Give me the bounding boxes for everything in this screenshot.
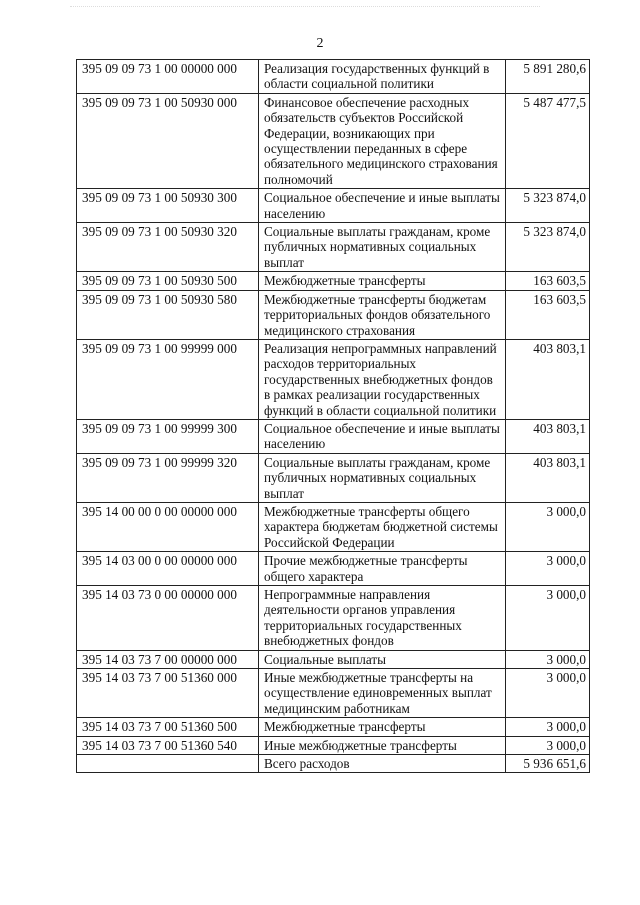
amount-cell: 3 000,0 xyxy=(506,669,590,718)
amount-cell: 5 891 280,6 xyxy=(506,60,590,94)
budget-code-cell: 395 09 09 73 1 00 00000 000 xyxy=(77,60,259,94)
budget-code-cell: 395 09 09 73 1 00 50930 580 xyxy=(77,290,259,339)
total-label: Всего расходов xyxy=(259,755,506,773)
expense-name-cell: Социальные выплаты гражданам, кроме публичных нормативных социальных выплат xyxy=(259,453,506,502)
budget-code-cell: 395 09 09 73 1 00 50930 500 xyxy=(77,272,259,290)
table-row xyxy=(77,718,590,736)
table-row xyxy=(77,60,590,94)
amount-cell: 163 603,5 xyxy=(506,272,590,290)
budget-code-cell: 395 09 09 73 1 00 99999 300 xyxy=(77,419,259,453)
budget-code-cell: 395 09 09 73 1 00 50930 300 xyxy=(77,189,259,223)
expense-name-cell: Реализация государственных функций в области социальной политики xyxy=(259,60,506,94)
amount-cell: 403 803,1 xyxy=(506,419,590,453)
table-row xyxy=(77,736,590,754)
budget-code-cell: 395 14 03 00 0 00 00000 000 xyxy=(77,552,259,586)
table-row xyxy=(77,453,590,502)
amount-cell: 3 000,0 xyxy=(506,552,590,586)
amount-cell: 163 603,5 xyxy=(506,290,590,339)
table-row xyxy=(77,419,590,453)
amount-cell: 5 323 874,0 xyxy=(506,189,590,223)
budget-code-cell: 395 09 09 73 1 00 50930 000 xyxy=(77,93,259,188)
budget-code-cell: 395 09 09 73 1 00 99999 000 xyxy=(77,339,259,419)
table-row xyxy=(77,93,590,188)
table-row xyxy=(77,586,590,651)
page-number: 2 xyxy=(316,36,324,51)
amount-cell: 3 000,0 xyxy=(506,650,590,668)
table-body xyxy=(77,60,590,773)
expense-name-cell: Социальные выплаты гражданам, кроме публичных нормативных социальных выплат xyxy=(259,223,506,272)
table-row xyxy=(77,272,590,290)
total-row xyxy=(77,755,590,773)
expense-name-cell: Межбюджетные трансферты xyxy=(259,718,506,736)
table-row xyxy=(77,669,590,718)
table-row xyxy=(77,552,590,586)
amount-cell: 5 323 874,0 xyxy=(506,223,590,272)
expense-name-cell: Межбюджетные трансферты общего характера бюджетам бюджетной системы Российской Федерации xyxy=(259,502,506,551)
budget-code-cell: 395 14 03 73 7 00 51360 000 xyxy=(77,669,259,718)
expenditure-table xyxy=(76,59,590,773)
budget-code-cell: 395 14 03 73 7 00 00000 000 xyxy=(77,650,259,668)
table-row xyxy=(77,502,590,551)
budget-code-cell: 395 14 03 73 7 00 51360 500 xyxy=(77,718,259,736)
amount-cell: 403 803,1 xyxy=(506,453,590,502)
table-row xyxy=(77,189,590,223)
budget-code-cell: 395 14 00 00 0 00 00000 000 xyxy=(77,502,259,551)
amount-cell: 3 000,0 xyxy=(506,502,590,551)
expense-name-cell: Прочие межбюджетные трансферты общего характера xyxy=(259,552,506,586)
expense-name-cell: Социальное обеспечение и иные выплаты населению xyxy=(259,189,506,223)
expense-name-cell: Реализация непрограммных направлений расходов территориальных государственных внебюджетных фондов в рамках реализации государственных функций в области социальной политики xyxy=(259,339,506,419)
amount-cell: 5 487 477,5 xyxy=(506,93,590,188)
amount-cell: 3 000,0 xyxy=(506,586,590,651)
table-row xyxy=(77,290,590,339)
amount-cell: 403 803,1 xyxy=(506,339,590,419)
expense-name-cell: Межбюджетные трансферты бюджетам территориальных фондов обязательного медицинского страхования xyxy=(259,290,506,339)
expense-name-cell: Социальные выплаты xyxy=(259,650,506,668)
total-amount: 5 936 651,6 xyxy=(506,755,590,773)
budget-code-cell: 395 09 09 73 1 00 99999 320 xyxy=(77,453,259,502)
expense-name-cell: Социальное обеспечение и иные выплаты населению xyxy=(259,419,506,453)
amount-cell: 3 000,0 xyxy=(506,718,590,736)
expense-name-cell: Иные межбюджетные трансферты xyxy=(259,736,506,754)
expense-name-cell: Финансовое обеспечение расходных обязательств субъектов Российской Федерации, возникающих при осуществлении переданных в сфере обязательного медицинского страхования полномочий xyxy=(259,93,506,188)
amount-cell: 3 000,0 xyxy=(506,736,590,754)
table-row xyxy=(77,650,590,668)
expense-name-cell: Иные межбюджетные трансферты на осуществление единовременных выплат медицинским работникам xyxy=(259,669,506,718)
table-row xyxy=(77,223,590,272)
table-row xyxy=(77,339,590,419)
scan-artifact xyxy=(70,6,540,9)
expense-name-cell: Непрограммные направления деятельности органов управления территориальных государственных внебюджетных фондов xyxy=(259,586,506,651)
budget-code-cell: 395 09 09 73 1 00 50930 320 xyxy=(77,223,259,272)
budget-code-cell: 395 14 03 73 7 00 51360 540 xyxy=(77,736,259,754)
expense-name-cell: Межбюджетные трансферты xyxy=(259,272,506,290)
budget-code-cell: 395 14 03 73 0 00 00000 000 xyxy=(77,586,259,651)
budget-code-cell xyxy=(77,755,259,773)
